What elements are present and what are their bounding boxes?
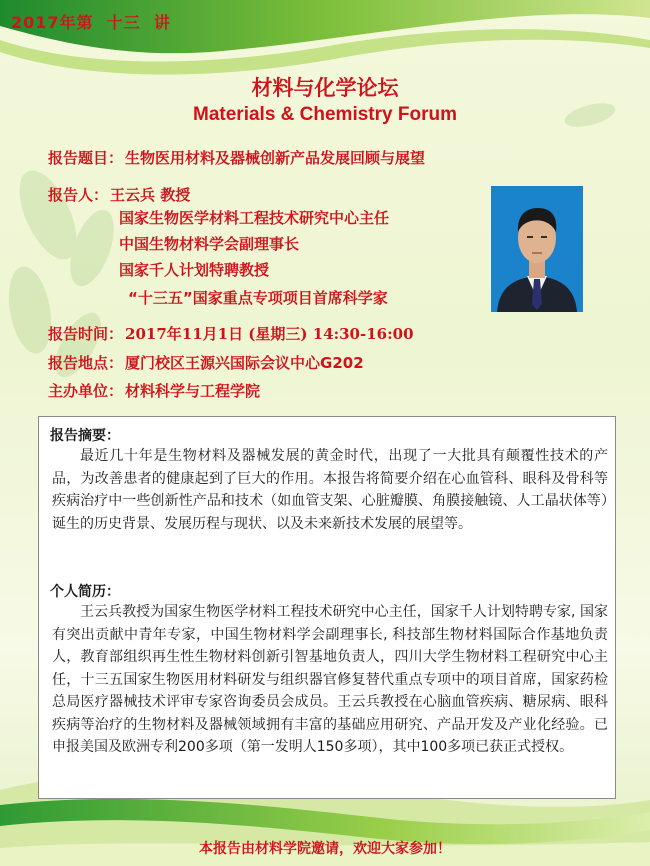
speaker-title-4: “十三五”国家重点专项项目首席科学家 [128, 289, 388, 307]
bio-text: 王云兵教授为国家生物医学材料工程技术研究中心主任，国家千人计划特聘专家, 国家有突出贡献中青年专家，中国生物材料学会副理事长, 科技部生物材料国际合作基地负责人，教育部组织再生性生物材料创新引智基地负责人，四川大学生物材料工程研究中心主任，十三五国家生物医用材料研发与组织器官修复替代重点专项中的项目首席，国家药检总局医疗器械技术评审专家咨询委员会成员。王云兵教授在心脑血管疾病、糖尿病、眼科疾病等治疗的生物材料及器械领域拥有丰富的基础应用研究、产品开发及产业化经验。已申报美国及欧洲专利200多项（第一发明人150多项），其中100多项已获正式授权。 [52, 604, 608, 755]
forum-title-cn: 材料与化学论坛 [251, 76, 399, 100]
topic-label: 报告题目： [48, 149, 124, 167]
speaker-row [48, 184, 190, 205]
speaker-title-3: 国家千人计划特聘教授 [119, 261, 270, 279]
topic-value: 生物医用材料及器械创新产品发展回顾与展望 [125, 149, 426, 167]
host-label: 主办单位： [48, 382, 124, 400]
speaker-name: 王云兵 教授 [110, 186, 191, 204]
topic-row [48, 147, 425, 168]
speaker-label: 报告人： [48, 186, 109, 204]
time-value: 2017年11月1日 (星期三) 14:30-16:00 [125, 325, 414, 343]
place-value: 厦门校区王源兴国际会议中心G202 [125, 354, 364, 372]
time-label: 报告时间： [48, 325, 124, 343]
speaker-title-2: 中国生物材料学会副理事长 [119, 235, 300, 253]
speaker-title-1: 国家生物医学材料工程技术研究中心主任 [119, 209, 390, 227]
place-label: 报告地点： [48, 354, 124, 372]
abstract-text: 最近几十年是生物材料及器械发展的黄金时代，出现了一大批具有颠覆性技术的产品，为改善患者的健康起到了巨大的作用。本报告将简要介绍在心血管科、眼科及骨科等疾病治疗中一些创新性产品和技术（如血管支架、心脏瓣膜、角膜接触镜、人工晶状体等）诞生的历史背景、发展历程与现状、以及未来新技术发展的展望等。 [52, 448, 608, 532]
host-value: 材料科学与工程学院 [125, 382, 261, 400]
abstract-bio-card [38, 416, 616, 799]
speaker-photo [491, 186, 583, 312]
invitation-footer: 本报告由材料学院邀请，欢迎大家参加！ [199, 841, 451, 857]
bio-heading: 个人简历： [50, 584, 120, 600]
forum-title-en: Materials & Chemistry Forum [193, 104, 457, 125]
place-row [48, 352, 364, 373]
abstract-heading: 报告摘要： [50, 428, 120, 444]
host-row [48, 380, 260, 401]
lecture-series-number: 2017年第 十三 讲 [11, 13, 171, 32]
time-row [48, 323, 414, 344]
